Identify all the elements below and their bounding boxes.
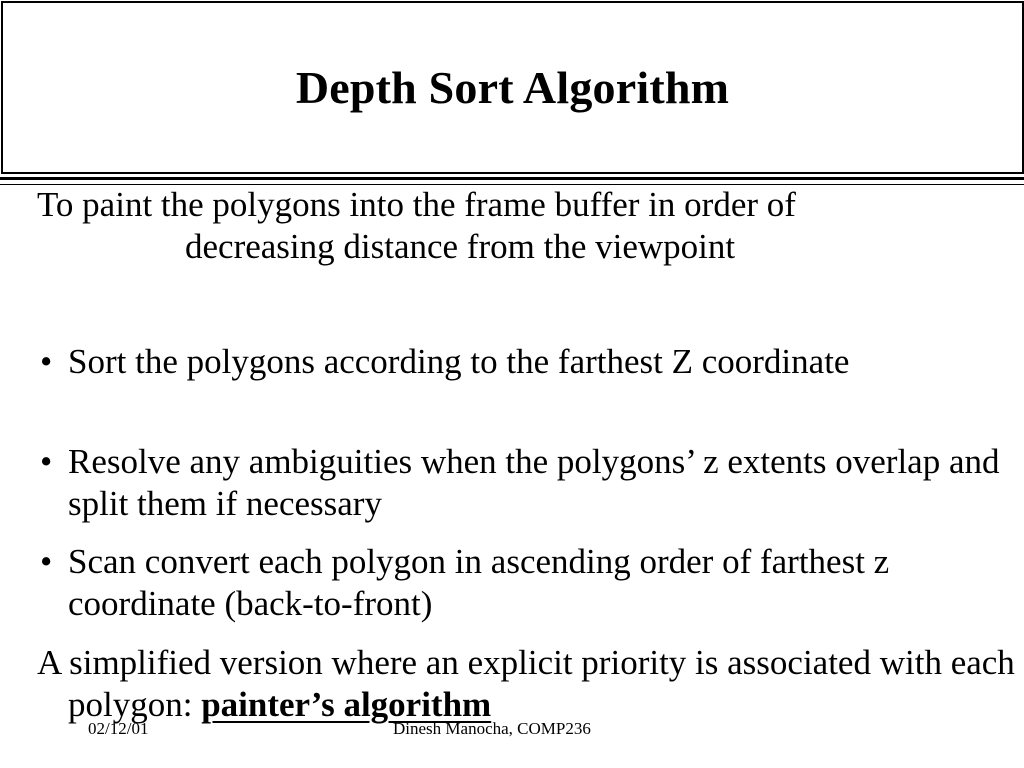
bullet-dot: •: [40, 342, 53, 381]
bullet-text-3: Scan convert each polygon in ascending order of farthest z coordinate (back-to-front): [68, 542, 890, 623]
intro-line-2: decreasing distance from the viewpoint: [185, 227, 736, 266]
bullet-text-2: Resolve any ambiguities when the polygons’ z extents overlap and split them if necessary: [68, 442, 1000, 523]
painters-algorithm-term: painter’s algorithm: [201, 685, 492, 724]
footer-date: 02/12/01: [88, 719, 149, 738]
intro-line-1: To paint the polygons into the frame buffer in order of: [37, 185, 796, 224]
bullet-dot: •: [40, 442, 53, 481]
bullet-item-1: [40, 341, 1008, 383]
footer-author-course: Dinesh Manocha, COMP236: [393, 719, 591, 738]
closing-text: A simplified version where an explicit priority is associated with each polygon:: [37, 643, 1015, 724]
intro-paragraph: [37, 184, 1012, 268]
bullet-item-2: [40, 441, 1008, 525]
closing-paragraph: [37, 642, 1024, 726]
header-divider-thick: [0, 177, 1024, 180]
slide-title: Depth Sort Algorithm: [295, 62, 730, 113]
bullet-text-1: Sort the polygons according to the farthest Z coordinate: [68, 342, 850, 381]
title-box: [1, 1, 1024, 174]
bullet-item-3: [40, 541, 1008, 625]
bullet-dot: •: [40, 542, 53, 581]
